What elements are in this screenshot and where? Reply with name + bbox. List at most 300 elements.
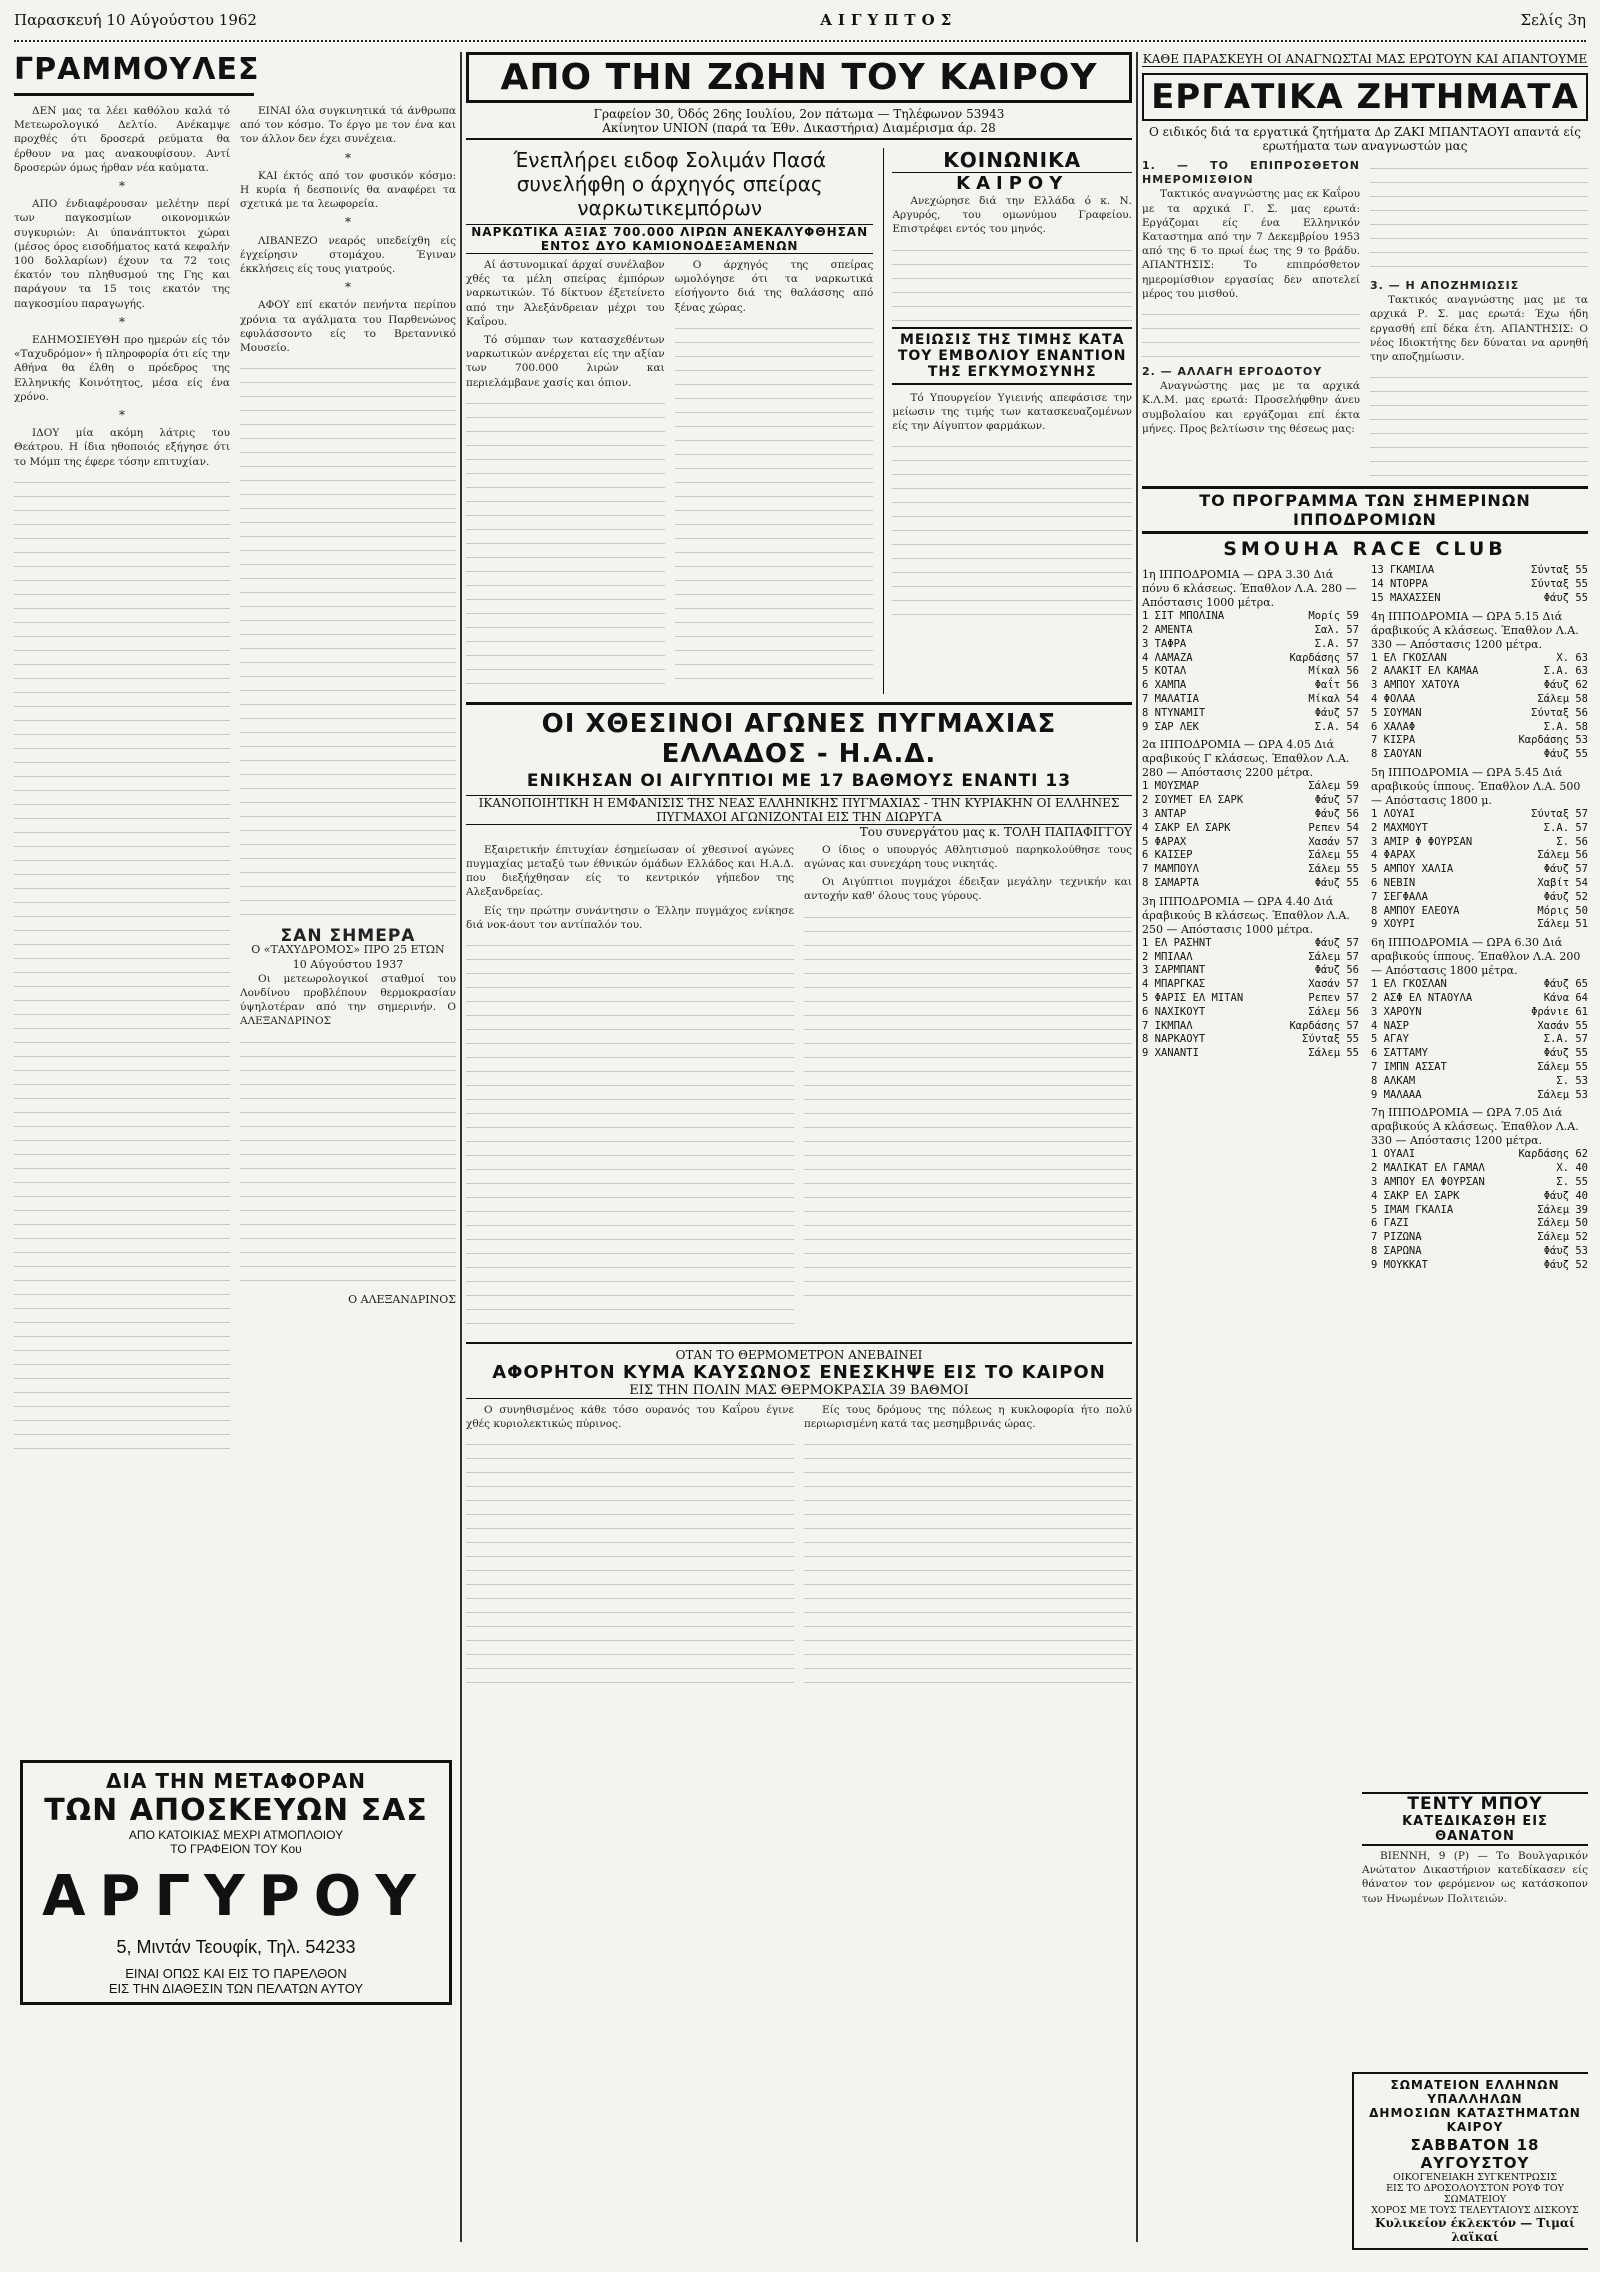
boxing-headline: ΟΙ ΧΘΕΣΙΝΟΙ ΑΓΩΝΕΣ ΠΥΓΜΑΧΙΑΣ ΕΛΛΑΔΟΣ - Η.Α.Δ. [541,708,1057,769]
horse-name: 1 ΕΛ ΓΚΟΣΛΑΝ [1371,978,1447,991]
heat-headline: ΑΦΟΡΗΤΟΝ ΚΥΜΑ ΚΑΥΣΩΝΟΣ ΕΝΕΣΚΗΨΕ ΕΙΣ ΤΟ ΚΑΙΡΟΝ [492,1362,1106,1384]
byline: Του συνεργάτου μας κ. ΤΟΛΗ ΠΑΠΑΦΙΓΓΟΥ [859,824,1132,839]
jockey-weight: Σ.Α. 57 [1543,821,1588,834]
jockey-weight: Καρδάσης 57 [1289,651,1359,664]
jockey-weight: Φάυζ 62 [1543,679,1588,692]
ad-address: 5, Μιντάν Τεουφίκ, Τηλ. 54233 [116,1937,356,1957]
ad-line: ΤΟ ΓΡΑΦΕΙΟΝ ΤΟΥ Κου [170,1842,302,1856]
paragraph: Είς τους δρόμους της πόλεως η κυκλοφορία ήτο πολύ περιωρισμένη κατά τας μεσημβρινάς ώρας. [804,1404,1132,1431]
horse-name: 13 ΓΚΑΜΙΛΑ [1371,564,1435,577]
runner-row [1371,1089,1588,1103]
jockey-weight: Σ.Α. 57 [1543,1033,1588,1046]
horse-name: 2 ΜΑΧΜΟΥΤ [1371,821,1428,834]
argyrou-ad [20,1760,452,2005]
on-this-day-title: ΣΑΝ ΣΗΜΕΡΑ [280,926,416,947]
runner-row [1371,877,1588,891]
race-header: 1η ΙΠΠΟΔΡΟΜΙΑ — ΩΡΑ 3.30 Διά πόνυ 6 κλάσεως. Έπαθλον Λ.Α. 280 — Απόστασις 1000 μέτρα. [1142,568,1357,610]
runner-row [1371,992,1588,1006]
jockey-weight: Χ. 63 [1556,651,1588,664]
boxing-deck: ΙΚΑΝΟΠΟΙΗΤΙΚΗ Η ΕΜΦΑΝΙΣΙΣ ΤΗΣ ΝΕΑΣ ΕΛΛΗΝΙΚΗΣ ΠΥΓΜΑΧΙΑΣ - ΤΗΝ ΚΥΡΙΑΚΗΝ ΟΙ ΕΛΛΗΝΕΣ ΠΥΓΜΑΧΟΙ ΑΓΩΝΙΖΟΝΤΑΙ ΕΙΣ ΤΗΝ ΔΙΩΡΥΓΑ [466,795,1132,825]
runner-row [1371,1217,1588,1231]
boxing-subhead: ΕΝΙΚΗΣΑΝ ΟΙ ΑΙΓΥΠΤΙΟΙ ΜΕ 17 ΒΑΘΜΟΥΣ ΕΝΑΝΤΙ 13 [526,770,1072,791]
jockey-weight: Σ. 55 [1556,1175,1588,1188]
jockey-weight: Φάυζ 52 [1543,1258,1588,1271]
body-text-block [1370,368,1588,478]
body-text-block [1370,159,1588,279]
paper-title: ΑΙΓΥΠΤΟΣ [820,11,958,29]
paragraph: Οι Αιγύπτιοι πυγμάχοι έδειξαν μεγάλην τεχνικήν και αντοχήν καθ' όλους τους γύρους. [804,876,1132,903]
jockey-weight: Μορίς 59 [1308,610,1359,623]
jockey-weight: Σαλ. 57 [1314,624,1359,637]
jockey-weight: Σάλεμ 50 [1537,1217,1588,1230]
jockey-weight: Σ.Α. 57 [1314,637,1359,650]
race-club: SMOUHA RACE CLUB [1223,538,1507,561]
paragraph: ΔΕΝ μας τα λέει καθόλου καλά τό Μετεωρολογικό Δελτίο. Ανέκαμψε προχθές ότι δροσερά ρεύματα θα έρθουν να μας ανακουφίσουν. Αντί δροσερών όμως ήρθαν νέα καύματα. [14,105,230,174]
jockey-weight: Σύνταξ 55 [1531,578,1588,591]
runner-row [1142,992,1359,1006]
race-header: 6η ΙΠΠΟΔΡΟΜΙΑ — ΩΡΑ 6.30 Διά αραβικούς ίππους. Έπαθλον Λ.Α. 200 — Απόστασις 1800 μέτρα. [1371,936,1581,978]
column-rule [1136,52,1138,2242]
body-text-block [1142,305,1360,365]
race-program [1142,564,1588,1272]
horse-name: 8 ΝΑΡΚΑΟΥΤ [1142,1033,1206,1046]
race-header: 5η ΙΠΠΟΔΡΟΜΙΑ — ΩΡΑ 5.45 Διά αραβικούς ίππους. Έπαθλον Λ.Α. 500 — Απόστασις 1800 μ. [1371,765,1581,807]
runner-row [1371,836,1588,850]
on-this-day-box [240,926,456,972]
horse-name: 8 ΣΑΡΩΝΑ [1371,1244,1422,1257]
runner-row [1142,808,1359,822]
jockey-weight: Σάλεμ 56 [1308,1005,1359,1018]
runner-row [1142,822,1359,836]
runner-row [1371,1033,1588,1047]
union-date: ΣΑΒΒΑΤΟΝ 18 ΑΥΓΟΥΣΤΟΥ [1410,2136,1540,2172]
jockey-weight: Σύνταξ 55 [1302,1033,1359,1046]
union-line: ΣΩΜΑΤΕΙΟΝ ΕΛΛΗΝΩΝ ΥΠΑΛΛΗΛΩΝ [1390,2078,1560,2106]
runner-row [1371,652,1588,666]
jockey-weight: Χασάν 55 [1537,1019,1588,1032]
labour-kicker: ΚΑΘΕ ΠΑΡΑΣΚΕΥΗ ΟΙ ΑΝΑΓΝΩΣΤΑΙ ΜΑΣ ΕΡΩΤΟΥΝ ΚΑΙ ΑΠΑΝΤΟΥΜΕ [1142,52,1588,66]
paragraph: Οι μετεωρολογικοί σταθμοί του Λονδίνου προβλέπουν θερμοκρασίαν ύψηλοτέραν από την σημερινήν. Ο ΑΛΕΞΑΝΔΡΙΝΟΣ [240,972,456,1028]
runner-row [1371,734,1588,748]
runner-row [1371,1162,1588,1176]
ad-line: ΕΙΣ ΤΗΝ ΔΙΑΘΕΣΙΝ ΤΩΝ ΠΕΛΑΤΩΝ ΑΥΤΟΥ [108,1981,364,1996]
social-column [883,148,1132,694]
body-text-block [675,319,874,689]
jockey-weight: Φράνιε 61 [1531,1005,1588,1018]
runner-row [1371,1259,1588,1273]
horse-name: 7 ΜΑΛΑΤΙΑ [1142,693,1199,705]
labour-intro: Ο ειδικός διά τα εργατικά ζητήματα Δρ ΖΑΚΙ ΜΠΑΝΤΑΟΥΙ απαντά είς ερωτήματα των αναγνωστών μας [1148,125,1581,153]
runner-row [1371,721,1588,735]
jockey-weight: Μόρις 50 [1537,904,1588,917]
jockey-weight: Σ.Α. 54 [1314,720,1359,733]
horse-name: 9 ΧΑΝΑΝΤΙ [1142,1047,1199,1060]
runner-row [1371,748,1588,762]
jockey-weight: Φάυζ 40 [1543,1189,1588,1202]
paragraph: Ο συνηθισμένος κάθε τόσο ουρανός του Καΐρου έγινε χθές κυριολεκτικώς πύρινος. [466,1404,794,1431]
runner-row [1142,1033,1359,1047]
runner-row [1371,1148,1588,1162]
horse-name: 3 ΑΝΤΑΡ [1142,807,1187,820]
masthead [14,0,1586,42]
runner-row [1142,1020,1359,1034]
races-right-column [1371,564,1588,1272]
jockey-weight: Φάυζ 65 [1543,978,1588,991]
paragraph: Τακτικός αναγνώστης μας με τα αρχικά Ρ. Σ. μας ερωτά: Έχω ήδη εργασθή επί δέκα έτη. ΑΠΑΝΤΗΣΙΣ: Ο νέος Ιδιοκτήτης δεν δύναται να αρνηθή την αποζημίωσιν. [1370,294,1588,364]
horse-name: 2 ΑΛΑΚΙΤ ΕΛ ΚΑΜΑΑ [1371,665,1479,678]
separator-star: * [345,150,351,165]
column-rule [460,52,462,2242]
runner-row [1142,794,1359,808]
jockey-weight: Φάυζ 57 [1314,794,1359,807]
jockey-weight: Χαβίτ 54 [1537,876,1588,889]
runner-row [1371,1204,1588,1218]
runner-row [1371,1006,1588,1020]
horse-name: 5 ΣΟΥΜΑΝ [1371,706,1422,719]
body-text-block [240,359,456,919]
horse-name: 4 ΜΠΑΡΓΚΑΣ [1142,978,1206,991]
ad-line: ΤΩΝ ΑΠΟΣΚΕΥΩΝ ΣΑΣ [44,1793,428,1828]
separator-star: * [119,314,125,329]
jockey-weight: Σάλεμ 55 [1308,863,1359,876]
union-ad [1352,2072,1588,2250]
paragraph: Ο άρχηγός της σπείρας ωμολόγησε ότι τα ναρκωτικά είσήγοντο διά της θαλάσσης από ξένας χώρας. [674,259,874,314]
horse-name: 2 ΑΣΦ ΕΛ ΝΤΑΟΥΛΑ [1371,991,1473,1004]
horse-name: 6 ΓΑΖΙ [1371,1217,1409,1230]
runner-row [1371,564,1588,578]
paragraph: Τακτικός αναγνώστης μας εκ Καΐρου με τα αρχικά Γ. Σ. μας ερωτά: Εργάζομαι είς ένα Ελληνικόν Καταστημα από την 7 Δεκεμβρίου 1953 από της 6 το πρωί έως της 9 το βράδυ. ΑΠΑΝΤΗΣΙΣ: Το επιπρόσθετον ημερομίσθιον εργασίας δεν αποτελεί μέρος του μισθού. [1142,188,1360,300]
runner-row [1142,1047,1359,1061]
jockey-weight: Χασάν 57 [1308,835,1359,848]
jockey-weight: Σάλεμ 55 [1308,1047,1359,1060]
jockey-weight: Σάλεμ 57 [1308,950,1359,963]
horse-name: 6 ΧΑΛΑΦ [1371,720,1416,733]
horse-name: 4 ΦΟΛΑΑ [1371,693,1416,705]
jockey-weight: Σάλεμ 53 [1537,1088,1588,1101]
left-notes [14,104,230,1453]
runner-row [1142,937,1359,951]
runner-row [1371,891,1588,905]
horse-name: 3 ΑΜΠΟΥ ΧΑΤΟΥΑ [1371,679,1460,692]
runner-row [1371,1190,1588,1204]
jockey-weight: Φάυζ 55 [1314,876,1359,889]
office-line: Ακίνητον UNION (παρά τα Έθν. Δικαστήρια) Διαμέρισμα άρ. 28 [466,121,1132,140]
runner-row [1371,918,1588,932]
heat-subhead: ΕΙΣ ΤΗΝ ΠΟΛΙΝ ΜΑΣ ΘΕΡΜΟΚΡΑΣΙΑ 39 ΒΑΘΜΟΙ [466,1383,1132,1399]
labour-heading: ΕΡΓΑΤΙΚΑ ΖΗΤΗΜΑΤΑ [1142,73,1588,121]
body-text-block [466,1435,794,1685]
jockey-weight: Σάλεμ 58 [1537,693,1588,705]
horse-name: 8 ΣΑΜΑΡΤΑ [1142,876,1199,889]
jockey-weight: Σάλεμ 52 [1537,1231,1588,1244]
runner-row [1142,638,1359,652]
right-notes [240,104,456,1453]
section-heading: ΓΡΑΜΜΟΥΛΕΣ [14,52,254,96]
question-heading: 1. — ΤΟ ΕΠΙΠΡΟΣΘΕΤΟΝ ΗΜΕΡΟΜΙΣΘΙΟΝ [1142,159,1360,187]
horse-name: 2 ΣΟΥΜΕΤ ΕΛ ΣΑΡΚ [1142,794,1244,807]
section-banner: ΑΠΟ ΤΗΝ ΖΩΗΝ ΤΟΥ ΚΑΙΡΟΥ [466,52,1132,103]
social-heading: ΚΟΙΝΩΝΙΚΑ [892,148,1132,173]
horse-name: 9 ΧΟΥΡΙ [1371,918,1416,931]
runner-row [1371,849,1588,863]
jockey-weight: Φάυζ 55 [1543,1047,1588,1060]
runner-row [1142,665,1359,679]
runner-row [1142,849,1359,863]
separator-star: * [119,408,125,423]
horse-name: 8 ΣΑΟΥΑΝ [1371,748,1422,761]
heatwave-story [466,1342,1132,1685]
union-line: ΟΙΚΟΓΕΝΕΙΑΚΗ ΣΥΓΚΕΝΤΡΩΣΙΣ [1393,2172,1557,2183]
horse-name: 1 ΕΛ ΡΑΣΗΝΤ [1142,936,1212,949]
tenty-subhead: ΚΑΤΕΔΙΚΑΣΘΗ ΕΙΣ ΘΑΝΑΤΟΝ [1362,1814,1588,1846]
horse-name: 6 ΝΑΧΙΚΟΥΤ [1142,1005,1206,1018]
boxing-story [466,702,1132,1336]
runner-row [1142,624,1359,638]
runner-row [1142,951,1359,965]
horse-name: 2 ΜΠΙΛΑΛ [1142,950,1193,963]
issue-date: Παρασκευή 10 Αύγούστου 1962 [14,11,257,29]
horse-name: 7 ΣΕΓΦΑΛΑ [1371,890,1428,903]
races-left-column [1142,564,1359,1272]
runner-row [1371,1231,1588,1245]
jockey-weight: Φάυζ 57 [1314,936,1359,949]
horse-name: 3 ΧΑΡΟΥΝ [1371,1005,1422,1018]
runner-row [1371,1176,1588,1190]
jockey-weight: Φάυζ 55 [1543,748,1588,761]
paragraph: ΑΦΟΥ επί εκατόν πενήντα περίπου χρόνια τα αγάλματα του Παρθενώνος εφυλάσσοντο είς το Βρεταννικό Μουσείο. [240,299,456,355]
paragraph: Είς την πρώτην συνάντησιν ο Έλλην πυγμάχος ενίκησε διά νοκ-άουτ τον αντίπαλόν του. [466,904,794,931]
horse-name: 4 ΛΑΜΑΖΑ [1142,651,1193,664]
ad-line: ΕΙΝΑΙ ΟΠΩΣ ΚΑΙ ΕΙΣ ΤΟ ΠΑΡΕΛΘΟΝ [125,1966,347,1981]
union-line: ΔΗΜΟΣΙΩΝ ΚΑΤΑΣΤΗΜΑΤΩΝ ΚΑΙΡΟΥ [1369,2106,1581,2134]
body-text-block [14,473,230,1453]
horse-name: 8 ΑΛΚΑΜ [1371,1074,1416,1087]
runner-row [1142,964,1359,978]
page-number: Σελίς 3η [1520,11,1586,29]
horse-name: 9 ΣΑΡ ΛΕΚ [1142,720,1199,733]
paragraph: Ο ίδιος ο υπουργός Αθλητισμού παρηκολούθησε τους αγώνας και συνεχάρη τους νικητάς. [804,843,1132,871]
paragraph: Αναγνώστης μας με τα αρχικά Κ.Λ.Μ. μας ερωτά: Προσελήφθην άνευ συμβολαίου και εργάζομαι επί έκτα μήνες. Προς βελτίωσιν της θέσεως μας: [1142,380,1360,435]
jockey-weight: Φάυζ 57 [1543,863,1588,876]
runner-row [1371,1061,1588,1075]
body-text-block [466,394,665,694]
paragraph: Τό Υπουργείον Υγιεινής απεφάσισε την μείωσιν της τιμής των κατασκευαζομένων είς την Αίγυπτον φαρμάκων. [892,391,1132,433]
body-text-block [804,1435,1132,1685]
body-text-block [892,241,1132,321]
union-line: Κυλικείον έκλεκτόν — Τιμαί λαϊκαί [1375,2216,1575,2244]
jockey-weight: Καρδάσης 57 [1289,1019,1359,1032]
paragraph: Ανεχώρησε διά την Ελλάδα ό κ. Ν. Αργυρός, του ομωνύμου Γραφείου. Επιστρέφει εντός του μηνός. [892,195,1132,236]
runner-row [1371,679,1588,693]
separator-star: * [119,179,125,194]
story-subhead: ΝΑΡΚΩΤΙΚΑ ΑΞΙΑΣ 700.000 ΛΙΡΩΝ ΑΝΕΚΑΛΥΦΘΗΣΑΝ ΕΝΤΟΣ ΔΥΟ ΚΑΜΙΟΝΟΔΕΞΑΜΕΝΩΝ [466,224,873,254]
horse-name: 3 ΑΜΠΟΥ ΕΛ ΦΟΥΡΣΑΝ [1371,1175,1485,1188]
runner-row [1142,652,1359,666]
runner-row [1142,679,1359,693]
runner-row [1142,721,1359,735]
horse-name: 9 ΜΑΛΑΑΑ [1371,1088,1422,1101]
jockey-weight: Μίκαλ 54 [1308,693,1359,705]
column-cairo-life [466,52,1132,2252]
tenty-story [1362,1792,1588,1910]
paragraph: ΚΑΙ έκτός από τον φυσικόν κόσμο: Η κυρία ή δεσποινίς θα αναφέρει τα σχετικά με τα λεωφορεία. [240,169,456,211]
runner-row [1371,592,1588,606]
runner-row [1371,1047,1588,1061]
horse-name: 2 ΜΑΛΙΚΑΤ ΕΛ ΓΑΜΑΛ [1371,1162,1485,1175]
paragraph: Εξαιρετικήν έπιτυχίαν έσημείωσαν οί χθεσινοί αγώνες πυγμαχίας μεταξύ των έθνικών όμάδων Ελλάδος και Η.Α.Δ. που διεξήχθησαν είς το κεντρικόν γήπεδον της Αλεξανδρείας. [466,843,794,899]
body-text-block [466,936,794,1336]
jockey-weight: Φάυζ 55 [1543,591,1588,604]
jockey-weight: Φάυζ 52 [1543,890,1588,903]
runner-row [1142,877,1359,891]
jockey-weight: Σ. 53 [1556,1074,1588,1087]
horse-name: 6 ΣΑΤΤΑΜΥ [1371,1047,1428,1060]
horse-name: 2 ΑΜΕΝΤΑ [1142,624,1193,637]
horse-name: 7 ΚΙΣΡΑ [1371,734,1416,747]
race-header: 7η ΙΠΠΟΔΡΟΜΙΑ — ΩΡΑ 7.05 Διά αραβικούς Α κλάσεως. Έπαθλον Λ.Α. 330 — Απόστασις 1200 μέτρα. [1371,1106,1579,1148]
runner-row [1371,978,1588,992]
jockey-weight: Φάυζ 53 [1543,1244,1588,1257]
paragraph: Αί άστυνομικαί άρχαί συνέλαβον χθές τα μέλη σπείρας έμπόρων ναρκωτικών. Τό δίκτυον έξετείνετο από την Άλεξάνδρειαν μέχρι του Καΐρου. [466,259,665,328]
runner-row [1142,780,1359,794]
horse-name: 15 ΜΑΧΑΣΣΕΝ [1371,591,1441,604]
office-line: Γραφείον 30, Όδός 26ης Ιουλίου, 2ον πάτωμα — Τηλέφωνον 53943 [593,107,1005,121]
union-line: ΧΟΡΟΣ ΜΕ ΤΟΥΣ ΤΕΛΕΥΤΑΙΟΥΣ ΔΙΣΚΟΥΣ [1371,2205,1579,2216]
jockey-weight: Σάλεμ 56 [1537,849,1588,862]
jockey-weight: Χασάν 57 [1308,978,1359,991]
horse-name: 1 ΟΥΑΛΙ [1371,1148,1416,1161]
race-header: 2α ΙΠΠΟΔΡΟΜΙΑ — ΩΡΑ 4.05 Διά αραβικούς Γ κλάσεως. Έπαθλον Λ.Α. 280 — Απόστασις 2200 μέτρα. [1142,738,1350,780]
runner-row [1142,1006,1359,1020]
horse-name: 1 ΕΛ ΓΚΟΣΛΑΝ [1371,651,1447,664]
races-title: ΤΟ ΠΡΟΓΡΑΜΜΑ ΤΩΝ ΣΗΜΕΡΙΝΩΝ ΙΠΠΟΔΡΟΜΙΩΝ [1142,486,1588,534]
separator-star: * [345,215,351,230]
horse-name: 5 ΑΜΠΟΥ ΧΑΛΙΑ [1371,863,1454,876]
runner-row [1371,863,1588,877]
column-labour [1142,52,1588,2252]
horse-name: 4 ΝΑΣΡ [1371,1019,1409,1032]
jockey-weight: Σάλεμ 59 [1308,780,1359,793]
ad-line: ΔΙΑ ΤΗΝ ΜΕΤΑΦΟΡΑΝ [105,1769,366,1793]
horse-name: 5 ΚΟΤΑΛ [1142,665,1187,678]
runner-row [1371,1245,1588,1259]
runner-row [1371,808,1588,822]
body-text-block [240,1033,456,1293]
paragraph: ΒΙΕΝΝΗ, 9 (Ρ) — Το Βουλγαρικόν Ανώτατον Δικαστήριον κατεδίκασεν είς θάνατον τον φερόμενον ως κατάσκοπον των Ηνωμένων Πολιτειών. [1362,1850,1588,1905]
horse-name: 3 ΑΜΙΡ Φ ΦΟΥΡΣΑΝ [1371,835,1473,848]
jockey-weight: Φαΐτ 56 [1314,679,1359,692]
horse-name: 5 ΦΑΡΑΧ [1142,835,1187,848]
horse-name: 1 ΜΟΥΣΜΑΡ [1142,780,1199,793]
tenty-headline: ΤΕΝΤΥ ΜΠΟΥ [1362,1792,1588,1814]
heat-kicker: ΟΤΑΝ ΤΟ ΘΕΡΜΟΜΕΤΡΟΝ ΑΝΕΒΑΙΝΕΙ [675,1348,923,1363]
jockey-weight: Σάλεμ 55 [1308,849,1359,862]
body-text-block [804,908,1132,1308]
horse-name: 9 ΜΟΥΚΚΑΤ [1371,1258,1428,1271]
jockey-weight: Φάυζ 56 [1314,964,1359,977]
jockey-weight: Σ.Α. 58 [1543,720,1588,733]
runner-row [1371,1075,1588,1089]
horse-name: 5 ΦΑΡΙΣ ΕΛ ΜΙΤΑΝ [1142,991,1244,1004]
body-text-block [892,437,1132,622]
jockey-weight: Χ. 40 [1556,1162,1588,1175]
on-this-day-sub: Ο «ΤΑΧΥΔΡΟΜΟΣ» ΠΡΟ 25 ΕΤΩΝ [251,943,445,957]
jockey-weight: Ρεπεν 57 [1308,991,1359,1004]
horse-name: 8 ΝΤΥΝΑΜΙΤ [1142,706,1206,719]
runner-row [1371,693,1588,707]
horse-name: 4 ΣΑΚΡ ΕΛ ΣΑΡΚ [1371,1189,1460,1202]
horse-name: 4 ΣΑΚΡ ΕΛ ΣΑΡΚ [1142,821,1231,834]
horse-name: 3 ΤΑΦΡΑ [1142,637,1187,650]
horse-name: 5 ΙΜΑΜ ΓΚΑΛΙΑ [1371,1203,1454,1216]
race-header: 4η ΙΠΠΟΔΡΟΜΙΑ — ΩΡΑ 5.15 Διά άραβικούς Α κλάσεως. Έπαθλον Λ.Α. 330 — Απόστασις 1200 μέτρα. [1371,609,1579,651]
on-this-day-date: 10 Αύγούστου 1937 [292,957,404,971]
runner-row [1371,1020,1588,1034]
runner-row [1142,707,1359,721]
signature: Ο ΑΛΕΞΑΝΔΡΙΝΟΣ [348,1292,456,1306]
separator-star: * [345,280,351,295]
runner-row [1371,707,1588,721]
jockey-weight: Καρδάσης 53 [1518,734,1588,747]
paragraph: ΙΔΟΥ μία ακόμη λάτρις του Θεάτρου. Η ίδια ηθοποιός εξήγησε ότι το Μόμπ της έφερε τόσην επιτυχίαν. [14,427,230,468]
jockey-weight: Σύνταξ 55 [1531,564,1588,577]
runner-row [1142,863,1359,877]
jockey-weight: Φάυζ 57 [1314,706,1359,719]
paragraph: Τό σύμπαν των κατασχεθέντων ναρκωτικών ανέρχεται είς την αξίαν των 700.000 λιρών και περιελάμβανε χασίς και όπιον. [466,334,665,389]
paragraph: ΕΙΝΑΙ όλα συγκινητικά τά άνθρωπα από τον κόσμο. Το έργο με τον ένα και τον άλλον δεν έχει συνέχεια. [240,105,456,146]
runner-row [1371,822,1588,836]
race-header: 3η ΙΠΠΟΔΡΟΜΙΑ — ΩΡΑ 4.40 Διά άραβικούς Β κλάσεως. Έπαθλον Λ.Α. 250 — Απόστασις 1000 μέτρα. [1142,894,1350,936]
horse-name: 7 ΜΑΜΠΟΥΛ [1142,863,1199,876]
runner-row [1142,610,1359,624]
jockey-weight: Ρεπεν 54 [1308,821,1359,834]
runner-row [1371,665,1588,679]
horse-name: 3 ΣΑΡΜΠΑΝΤ [1142,964,1206,977]
runner-row [1142,836,1359,850]
horse-name: 6 ΧΑΜΠΑ [1142,679,1187,692]
jockey-weight: Μίκαλ 56 [1308,665,1359,678]
horse-name: 6 ΝΕΒΙΝ [1371,876,1416,889]
runner-row [1371,578,1588,592]
jockey-weight: Φάυζ 56 [1314,807,1359,820]
jockey-weight: Σάλεμ 39 [1537,1203,1588,1216]
jockey-weight: Σάλεμ 55 [1537,1060,1588,1073]
ad-brand: ΑΡΓΥΡΟΥ [42,1864,430,1929]
vaccine-headline: ΜΕΙΩΣΙΣ ΤΗΣ ΤΙΜΗΣ ΚΑΤΑ ΤΟΥ ΕΜΒΟΛΙΟΥ ΕΝΑΝΤΙΟΝ ΤΗΣ ΕΓΚΥΜΟΣΥΝΗΣ [892,327,1132,385]
horse-name: 6 ΚΑΙΣΕΡ [1142,849,1193,862]
paragraph: ΛΙΒΑΝΕΖΟ νεαρός υπεδείχθη είς έγχείρησιν στομάχου. Έγιναν έκκλήσεις είς τους γιατρούς. [240,234,456,276]
paragraph: ΕΔΗΜΟΣΙΕΥΘΗ προ ημερών είς τόν «Ταχυδρόμον» ή πληροφορία ότι είς την Αθήνα θα έλθη ο πρόεδρος της Ελληνικής Κοινότητος, μέσα είς ένα χρόνο. [14,334,230,403]
jockey-weight: Σ.Α. 63 [1543,665,1588,678]
paragraph: ΑΠΟ ένδιαφέρουσαν μελέτην περί των παγκοσμίων οικονομικών συγκυριών: Αι ύπανάπτυκτοι χώραι (μέσος όρος εισοδήματος κατά κεφαλήν 100 δολλαρίων) έχουν τα 72 τοις έκατόν του πληθυσμού της Γης και παράγουν τα 15 τοις εκατόν της παγκοσμίου παραγωγής. [14,198,230,310]
narcotics-story [466,148,873,694]
horse-name: 7 ΡΙΖΩΝΑ [1371,1231,1422,1244]
horse-name: 7 ΙΚΜΠΑΛ [1142,1019,1193,1032]
horse-name: 5 ΑΓΑΥ [1371,1033,1409,1046]
social-subheading: ΚΑΙΡΟΥ [956,173,1069,194]
horse-name: 4 ΦΑΡΑΧ [1371,849,1416,862]
runner-row [1371,905,1588,919]
horse-name: 1 ΛΟΥΑΙ [1371,807,1416,820]
horse-name: 7 ΙΜΠΝ ΑΣΣΑΤ [1371,1060,1447,1073]
question-heading: 3. — Η ΑΠΟΖΗΜΙΩΣΙΣ [1370,279,1520,292]
horse-name: 8 ΑΜΠΟΥ ΕΛΕΟΥΑ [1371,904,1460,917]
union-line: ΕΙΣ ΤΟ ΔΡΟΣΟΛΟΥΣΤΟΝ ΡΟΥΦ ΤΟΥ ΣΩΜΑΤΕΙΟΥ [1386,2183,1564,2205]
jockey-weight: Σ. 56 [1556,835,1588,848]
jockey-weight: Σύνταξ 57 [1531,807,1588,820]
runner-row [1142,978,1359,992]
ad-line: ΑΠΟ ΚΑΤΟΙΚΙΑΣ ΜΕΧΡΙ ΑΤΜΟΠΛΟΙΟΥ [128,1828,344,1842]
